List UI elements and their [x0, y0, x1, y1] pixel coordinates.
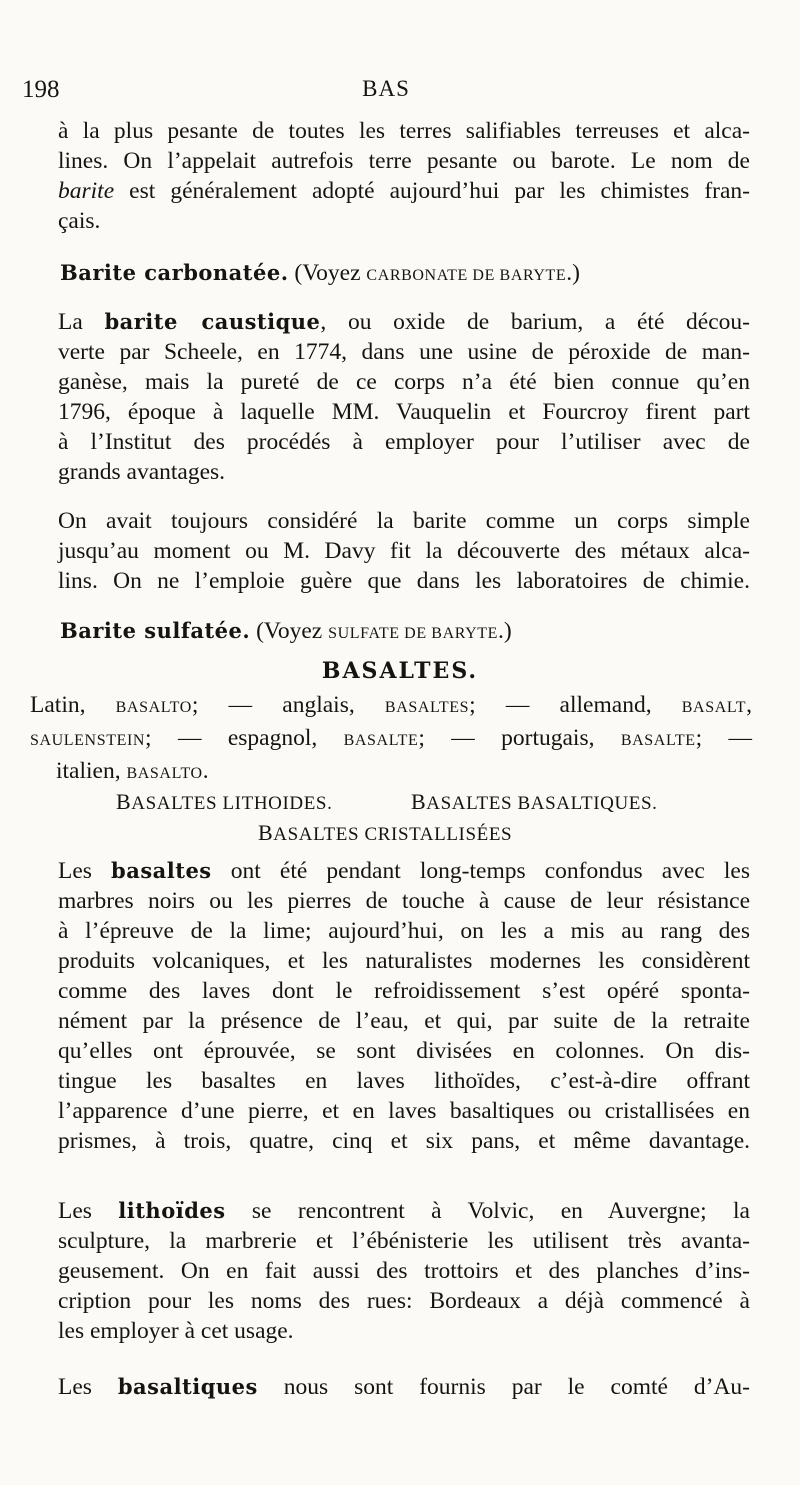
text-line: 1796, époque à laquelle MM. Vauquelin et Fourcroy firent part	[58, 399, 750, 425]
text-line	[58, 1196, 750, 1226]
text-fragment: B	[116, 789, 132, 814]
text-fragment: ,	[746, 692, 752, 718]
text-fragment: .)	[566, 260, 580, 286]
variety-cristallisees	[258, 820, 512, 846]
page-header	[22, 76, 750, 112]
text-fragment: ; — espagnol,	[145, 725, 344, 751]
entry-barite-sulfatee	[60, 616, 752, 649]
text-fragment: italien,	[56, 758, 127, 784]
text-fragment: ont été pendant long-temps confondus avec les	[211, 858, 750, 884]
variety-lithoides	[116, 789, 332, 815]
text-fragment: .	[202, 758, 209, 784]
text-line: à la plus pesante de toutes les terres salifiables terreuses et alca-	[58, 118, 750, 144]
text-line	[30, 690, 752, 723]
text-fragment: Les	[58, 1374, 118, 1400]
text-line: geusement. On en fait aussi des trottoirs et des planches d’ins-	[58, 1258, 750, 1284]
text-fragment: se rencontrent à Volvic, en Auvergne; la	[225, 1198, 750, 1224]
text-fragment: , ou oxide de barium, a été décou-	[320, 309, 750, 335]
text-line	[58, 176, 750, 206]
foreign-term: BASALTES	[384, 699, 470, 716]
paragraph-barite-simple	[58, 506, 750, 596]
text-line: prismes, à trois, quatre, cinq et six pans, et même davantage.	[58, 1128, 750, 1154]
text-fragment: ; —	[695, 725, 752, 751]
entry-barite-carbonatee	[60, 258, 752, 291]
text-line: lines. On l’appelait autrefois terre pesante ou barote. Le nom de	[58, 148, 750, 174]
cross-reference: CARBONATE DE BARYTE	[366, 267, 567, 284]
text-line: çais.	[58, 208, 101, 234]
text-fragment: ASALTES LITHOIDES.	[131, 793, 333, 814]
text-fragment: ; — portugais,	[418, 725, 621, 751]
paragraph-basaltes	[58, 856, 750, 1156]
text-line	[30, 756, 752, 789]
text-line	[58, 307, 750, 337]
text-fragment: est généralement adopté aujourd’hui par les chimistes fran-	[114, 178, 750, 204]
entry-term: Barite sulfatée.	[60, 618, 251, 643]
text-line: On avait toujours considéré la barite comme un corps simple	[58, 508, 750, 534]
foreign-term: BASALTE	[343, 732, 419, 749]
italic-term: barite	[58, 178, 115, 204]
entry-term: basaltes	[111, 858, 212, 883]
text-line: à l’épreuve de la lime; aujourd’hui, on les a mis au rang des	[58, 918, 750, 944]
language-equivalents	[30, 690, 752, 789]
entry-term: barite caustique	[104, 309, 321, 334]
text-line: verte par Scheele, en 1774, dans une usine de péroxide de man-	[58, 339, 750, 365]
paragraph-barite-caustique	[58, 307, 750, 487]
text-line: à l’Institut des procédés à employer pour l’utiliser avec de	[58, 429, 750, 455]
text-fragment: B	[411, 789, 427, 814]
text-fragment: ASALTES BASALTIQUES.	[426, 793, 658, 814]
text-line	[58, 1372, 750, 1402]
text-line: produits volcaniques, et les naturalistes modernes les considèrent	[58, 948, 750, 974]
text-line: marbres noirs ou les pierres de touche à cause de leur résistance	[58, 888, 750, 914]
text-line: qu’elles ont éprouvée, se sont divisées en colonnes. On dis-	[58, 1038, 750, 1064]
text-fragment: Les	[58, 1198, 119, 1224]
page-number: 198	[22, 76, 60, 103]
text-fragment: nous sont fournis par le comté d’Au-	[257, 1374, 750, 1400]
text-line: lins. On ne l’emploie guère que dans les laboratoires de chimie.	[58, 568, 750, 594]
text-fragment: (Voyez	[288, 260, 367, 286]
paragraph-basaltiques	[58, 1372, 750, 1402]
text-fragment: .)	[498, 618, 512, 644]
foreign-term: SAULENSTEIN	[30, 732, 146, 749]
text-line: tingue les basaltes en laves lithoïdes, c’est-à-dire offrant	[58, 1068, 750, 1094]
text-line: nément par la présence de l’eau, et qui, par suite de la retraite	[58, 1008, 750, 1034]
text-line: ganèse, mais la pureté de ce corps n’a été bien connue qu’en	[58, 369, 750, 395]
entry-term: basaltiques	[117, 1374, 258, 1399]
text-fragment: ; — allemand,	[469, 692, 682, 718]
text-fragment: Les	[58, 858, 112, 884]
entry-term: lithoïdes	[118, 1198, 226, 1223]
text-fragment: ASALTES CRISTALLISÉES	[273, 824, 513, 845]
text-line	[30, 723, 752, 756]
foreign-term: BASALTO	[126, 765, 203, 782]
cross-reference: SULFATE DE BARYTE	[328, 625, 499, 642]
foreign-term: BASALTO	[115, 699, 192, 716]
text-line: grands avantages.	[58, 459, 226, 485]
text-line	[58, 856, 750, 886]
text-line: l’apparence d’une pierre, et en laves basaltiques ou cristallisées en	[58, 1098, 750, 1124]
text-line: sculpture, la marbrerie et l’ébénisterie les utilisent très avanta-	[58, 1228, 750, 1254]
text-fragment: B	[258, 820, 274, 845]
text-line: jusqu’au moment ou M. Davy fit la découverte des métaux alca-	[58, 538, 750, 564]
section-title: BASALTES.	[321, 658, 479, 684]
foreign-term: BASALTE	[620, 732, 696, 749]
text-line: comme des laves dont le refroidissement s’est opéré sponta-	[58, 978, 750, 1004]
entry-term: Barite carbonatée.	[60, 260, 289, 285]
running-head: BAS	[362, 76, 410, 101]
text-line: cription pour les noms des rues: Bordeaux a déjà commencé à	[58, 1288, 750, 1314]
text-fragment: Latin,	[30, 692, 116, 718]
foreign-term: BASALT	[681, 699, 747, 716]
text-fragment: La	[58, 309, 105, 335]
paragraph-barite-intro	[58, 116, 750, 236]
text-fragment: ; — anglais,	[191, 692, 385, 718]
text-fragment: (Voyez	[250, 618, 329, 644]
text-line: les employer à cet usage.	[58, 1318, 294, 1344]
paragraph-lithoides	[58, 1196, 750, 1346]
variety-basaltiques	[411, 789, 658, 815]
